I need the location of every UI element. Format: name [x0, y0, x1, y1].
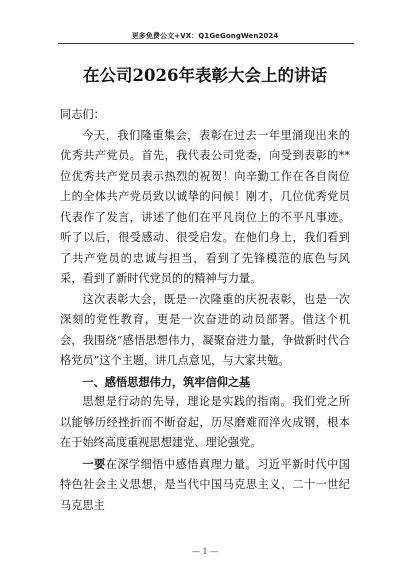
section-heading-1: 一、感悟思想伟力，筑牢信仰之基: [82, 374, 251, 389]
page-number: — 1 —: [191, 547, 219, 556]
paragraph-2: 这次表彰大会，既是一次隆重的庆祝表彰，也是一次深刻的党性教育，更是一次奋进的动员部署。借这个机会，我围绕“感悟思想伟力，凝聚奋进力量，争做新时代合格党员”这个主题，讲几点意见，与大家共勉。: [60, 292, 350, 367]
document-body: [60, 105, 350, 516]
point-1-text: 在深学细悟中感悟真理力量。习近平新时代中国特色社会主义思想，是当代中国马克思主义、二十一世纪马克思主: [60, 457, 350, 512]
header-banner: 更多免费公文+VX：Q1GeGongWen2024: [131, 32, 279, 40]
header-divider: [58, 43, 354, 44]
paragraph-1: 今天，我们隆重集会，表彰在过去一年里涌现出来的优秀共产党员。首先，我代表公司党委，向受到表彰的**位优秀共产党员表示热烈的祝贺！向辛勤工作在各自岗位上的全体共产党员致以诚挚的问候！刚才，几位优秀党员代表作了发言，讲述了他们在平凡岗位上的不平凡事迹。听了以后，很受感动、很受启发。在他们身上，我们看到了共产党员的忠诚与担当，看到了先锋模范的底色与风采，看到了新时代党员的的精神与力量。: [60, 128, 350, 285]
paragraph-3: 思想是行动的先导，理论是实践的指南。我们党之所以能够历经挫折而不断奋起，历尽磨难而淬火成钢，根本在于始终高度重视思想建党、理论强党。: [60, 395, 350, 449]
document-title: 在公司2026年表彰大会上的讲话: [83, 66, 327, 85]
salutation: 同志们：: [60, 108, 105, 121]
point-1-lead: 一要: [82, 456, 106, 471]
point-1: [60, 454, 350, 517]
